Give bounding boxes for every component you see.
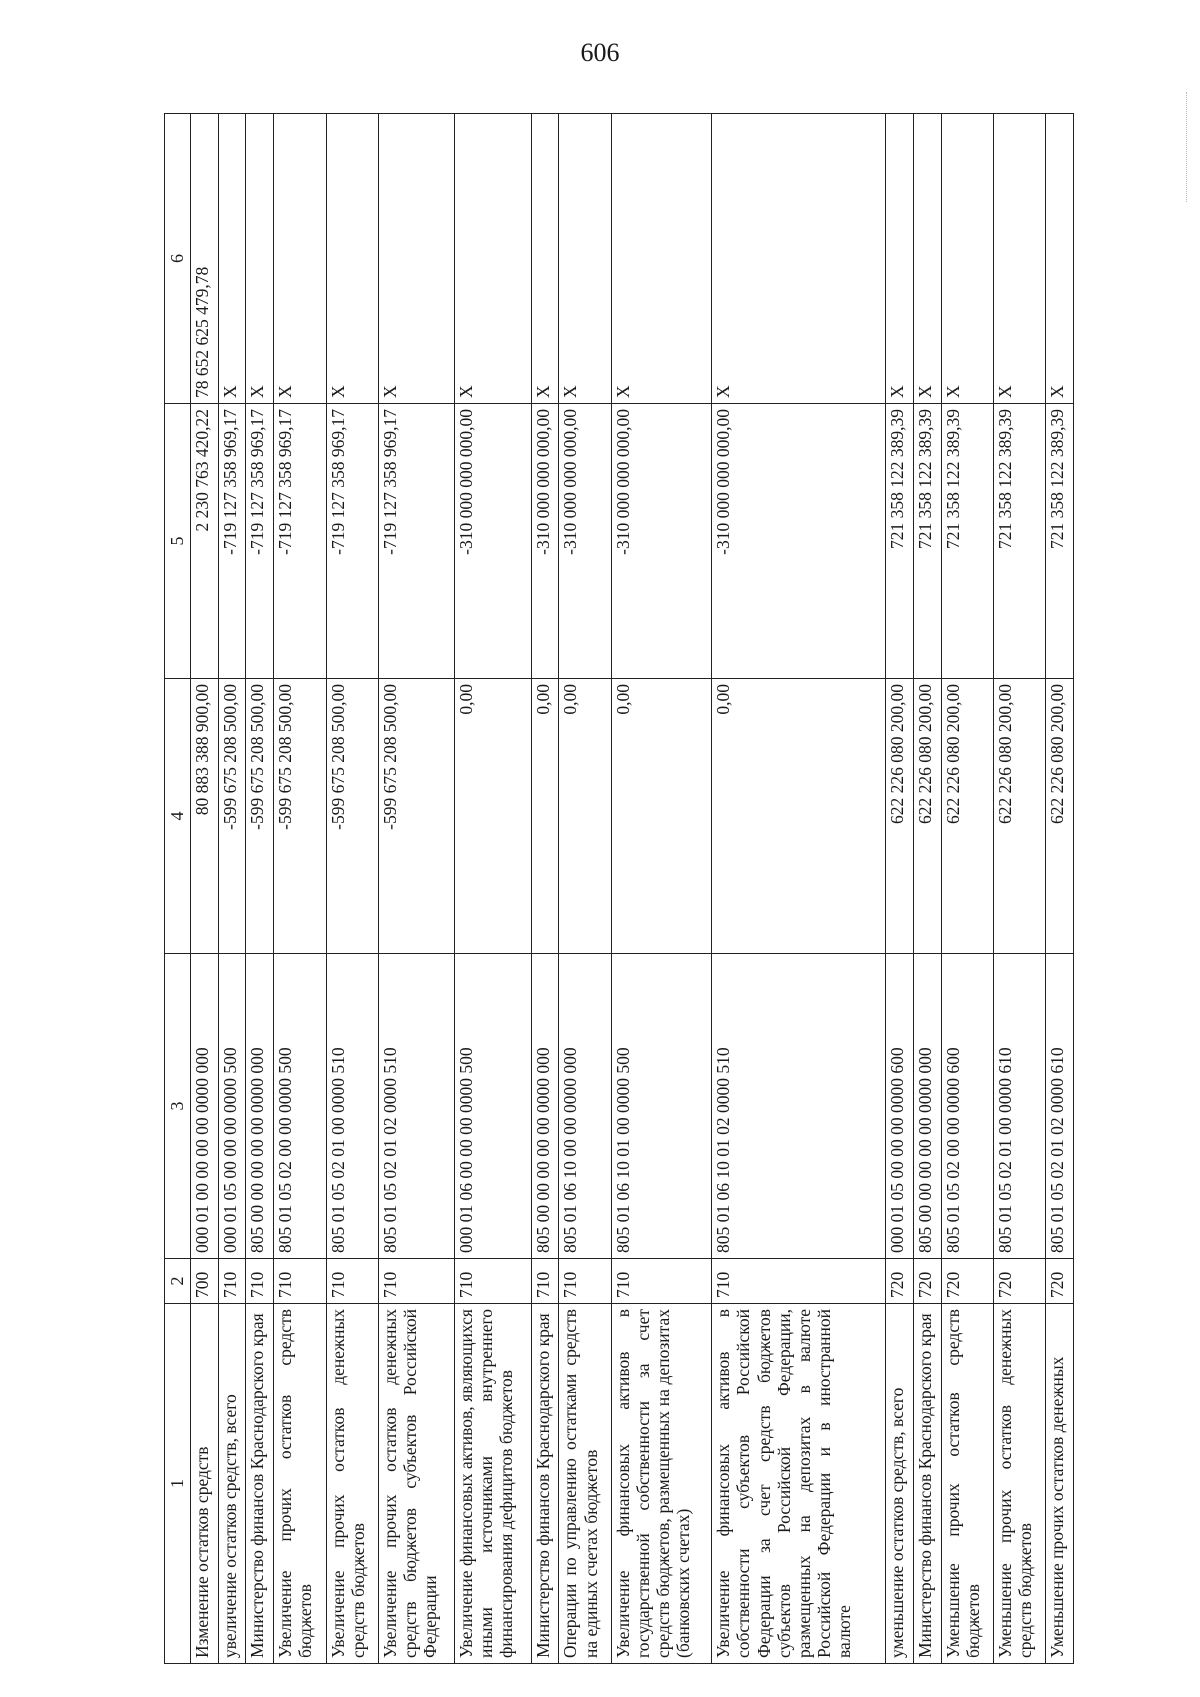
table-row [941, 114, 993, 1664]
column-header-1: 1 [165, 1304, 191, 1664]
table-row [190, 114, 218, 1664]
row-name-cell: Министерство финансов Краснодарского края [913, 1304, 941, 1664]
amount-col6-cell: X [941, 114, 993, 404]
budget-code-cell: 805 01 05 02 00 00 0000 600 [941, 954, 993, 1259]
amount-col4-cell: 622 226 080 200,00 [993, 679, 1045, 954]
budget-code-cell: 805 01 06 10 01 00 0000 500 [611, 954, 712, 1259]
row-name-cell: Уменьшение прочих остатков средств бюджетов [941, 1304, 993, 1664]
table-body [190, 114, 1073, 1664]
row-name-cell: Увеличение прочих остатков денежных средств бюджетов [326, 1304, 378, 1664]
amount-col6-cell: X [611, 114, 712, 404]
budget-code-cell: 000 01 06 00 00 00 0000 500 [455, 954, 531, 1259]
table-row [712, 114, 886, 1664]
table-row [378, 114, 454, 1664]
budget-code-cell: 000 01 00 00 00 00 0000 000 [190, 954, 218, 1259]
line-code-cell: 720 [941, 1259, 993, 1304]
row-name-cell: Министерство финансов Краснодарского края [246, 1304, 274, 1664]
amount-col6-cell: X [326, 114, 378, 404]
table-row [531, 114, 559, 1664]
amount-col6-cell: X [559, 114, 611, 404]
amount-col6-cell: X [712, 114, 886, 404]
table-header-row [165, 114, 191, 1664]
amount-col4-cell: 622 226 080 200,00 [941, 679, 993, 954]
table-row [455, 114, 531, 1664]
amount-col6-cell: X [885, 114, 913, 404]
table-row [274, 114, 326, 1664]
table-row [993, 114, 1045, 1664]
amount-col4-cell: 622 226 080 200,00 [885, 679, 913, 954]
amount-col5-cell: -719 127 358 969,17 [246, 404, 274, 679]
column-header-2: 2 [165, 1259, 191, 1304]
amount-col4-cell: 0,00 [455, 679, 531, 954]
table-row [913, 114, 941, 1664]
amount-col5-cell: 721 358 122 389,39 [941, 404, 993, 679]
table-row [559, 114, 611, 1664]
amount-col6-cell: X [378, 114, 454, 404]
amount-col6-cell: X [531, 114, 559, 404]
amount-col4-cell: -599 675 208 500,00 [246, 679, 274, 954]
amount-col5-cell: -310 000 000 000,00 [455, 404, 531, 679]
amount-col5-cell: -310 000 000 000,00 [712, 404, 886, 679]
line-code-cell: 710 [378, 1259, 454, 1304]
line-code-cell: 720 [913, 1259, 941, 1304]
margin-mark [1186, 92, 1188, 202]
column-header-6: 6 [165, 114, 191, 404]
row-name-cell: Изменение остатков средств [190, 1304, 218, 1664]
row-name-cell: Увеличение финансовых активов, являющихся иными источниками внутреннего финансирования дефицитов бюджетов [455, 1304, 531, 1664]
column-header-3: 3 [165, 954, 191, 1259]
line-code-cell: 720 [885, 1259, 913, 1304]
amount-col4-cell: 80 883 388 900,00 [190, 679, 218, 954]
budget-sources-table [164, 113, 1074, 1664]
budget-code-cell: 805 01 06 10 01 02 0000 510 [712, 954, 886, 1259]
row-name-cell: Увеличение прочих остатков средств бюджетов [274, 1304, 326, 1664]
row-name-cell: увеличение остатков средств, всего [218, 1304, 246, 1664]
amount-col5-cell: 721 358 122 389,39 [993, 404, 1045, 679]
line-code-cell: 710 [274, 1259, 326, 1304]
amount-col6-cell: 78 652 625 479,78 [190, 114, 218, 404]
amount-col5-cell: 2 230 763 420,22 [190, 404, 218, 679]
row-name-cell: Увеличение прочих остатков денежных средств бюджетов субъектов Российской Федерации [378, 1304, 454, 1664]
line-code-cell: 710 [246, 1259, 274, 1304]
budget-code-cell: 805 01 05 02 01 00 0000 610 [993, 954, 1045, 1259]
table-row [246, 114, 274, 1664]
table-row [326, 114, 378, 1664]
amount-col6-cell: X [246, 114, 274, 404]
line-code-cell: 710 [455, 1259, 531, 1304]
amount-col6-cell: X [993, 114, 1045, 404]
amount-col5-cell: 721 358 122 389,39 [913, 404, 941, 679]
amount-col5-cell: 721 358 122 389,39 [1046, 404, 1074, 679]
line-code-cell: 710 [531, 1259, 559, 1304]
line-code-cell: 710 [559, 1259, 611, 1304]
amount-col4-cell: 622 226 080 200,00 [913, 679, 941, 954]
row-name-cell: Уменьшение прочих остатков денежных [1046, 1304, 1074, 1664]
amount-col4-cell: 0,00 [611, 679, 712, 954]
table-row [611, 114, 712, 1664]
amount-col4-cell: 0,00 [559, 679, 611, 954]
table-row [885, 114, 913, 1664]
amount-col5-cell: -310 000 000 000,00 [611, 404, 712, 679]
budget-code-cell: 000 01 05 00 00 00 0000 600 [885, 954, 913, 1259]
row-name-cell: Уменьшение прочих остатков денежных средств бюджетов [993, 1304, 1045, 1664]
line-code-cell: 720 [993, 1259, 1045, 1304]
page-number: 606 [580, 38, 620, 67]
amount-col5-cell: -719 127 358 969,17 [326, 404, 378, 679]
amount-col4-cell: 0,00 [712, 679, 886, 954]
row-name-cell: Увеличение финансовых активов в государственной собственности за счет средств бюджетов, размещенных на депозитах (банковских счетах) [611, 1304, 712, 1664]
budget-code-cell: 805 01 06 10 00 00 0000 000 [559, 954, 611, 1259]
line-code-cell: 720 [1046, 1259, 1074, 1304]
row-name-cell: Операции по управлению остатками средств на единых счетах бюджетов [559, 1304, 611, 1664]
amount-col4-cell: -599 675 208 500,00 [326, 679, 378, 954]
amount-col4-cell: -599 675 208 500,00 [378, 679, 454, 954]
amount-col4-cell: -599 675 208 500,00 [218, 679, 246, 954]
amount-col5-cell: -310 000 000 000,00 [531, 404, 559, 679]
amount-col5-cell: 721 358 122 389,39 [885, 404, 913, 679]
amount-col6-cell: X [455, 114, 531, 404]
row-name-cell: уменьшение остатков средств, всего [885, 1304, 913, 1664]
table-row [1046, 114, 1074, 1664]
amount-col5-cell: -719 127 358 969,17 [378, 404, 454, 679]
line-code-cell: 710 [712, 1259, 886, 1304]
amount-col6-cell: X [913, 114, 941, 404]
amount-col6-cell: X [1046, 114, 1074, 404]
budget-code-cell: 805 00 00 00 00 00 0000 000 [531, 954, 559, 1259]
line-code-cell: 700 [190, 1259, 218, 1304]
line-code-cell: 710 [326, 1259, 378, 1304]
amount-col4-cell: -599 675 208 500,00 [274, 679, 326, 954]
budget-code-cell: 805 01 05 02 00 00 0000 500 [274, 954, 326, 1259]
amount-col4-cell: 622 226 080 200,00 [1046, 679, 1074, 954]
budget-code-cell: 805 00 00 00 00 00 0000 000 [913, 954, 941, 1259]
amount-col5-cell: -719 127 358 969,17 [218, 404, 246, 679]
line-code-cell: 710 [218, 1259, 246, 1304]
budget-code-cell: 805 00 00 00 00 00 0000 000 [246, 954, 274, 1259]
budget-code-cell: 805 01 05 02 01 02 0000 510 [378, 954, 454, 1259]
amount-col5-cell: -310 000 000 000,00 [559, 404, 611, 679]
line-code-cell: 710 [611, 1259, 712, 1304]
amount-col6-cell: X [274, 114, 326, 404]
amount-col6-cell: X [218, 114, 246, 404]
budget-code-cell: 805 01 05 02 01 02 0000 610 [1046, 954, 1074, 1259]
column-header-5: 5 [165, 404, 191, 679]
budget-code-cell: 000 01 05 00 00 00 0000 500 [218, 954, 246, 1259]
rotated-table-container [164, 114, 1074, 1664]
table-row [218, 114, 246, 1664]
budget-code-cell: 805 01 05 02 01 00 0000 510 [326, 954, 378, 1259]
amount-col4-cell: 0,00 [531, 679, 559, 954]
row-name-cell: Министерство финансов Краснодарского края [531, 1304, 559, 1664]
column-header-4: 4 [165, 679, 191, 954]
row-name-cell: Увеличение финансовых активов в собственности субъектов Российской Федерации за счет средств бюджетов субъектов Российской Федерации, размещенных на депозитах в валюте Российской Федерации и в иностранной валюте [712, 1304, 886, 1664]
amount-col5-cell: -719 127 358 969,17 [274, 404, 326, 679]
